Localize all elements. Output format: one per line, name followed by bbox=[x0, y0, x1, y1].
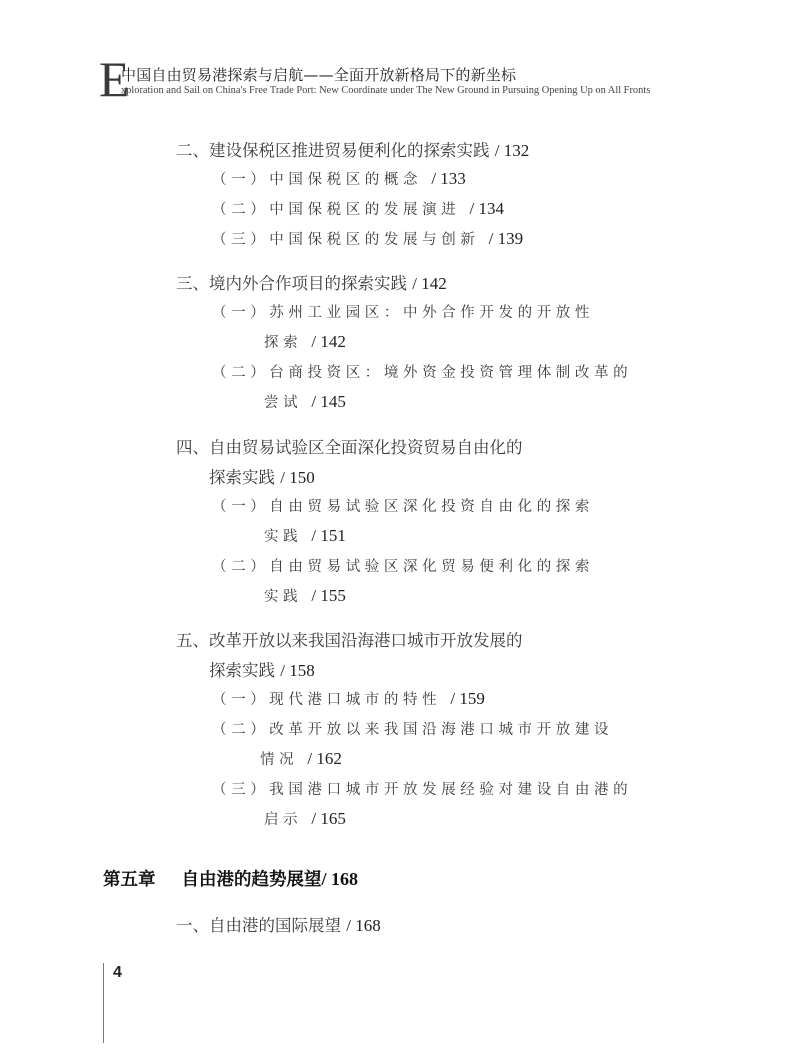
toc-entry-text: （二）改革开放以来我国沿海港口城市开放建设 bbox=[212, 722, 614, 738]
header-title-cn: 中国自由贸易港探索与启航——全面开放新格局下的新坐标 bbox=[121, 66, 517, 84]
toc-entry-text: 二、建设保税区推进贸易便利化的探索实践 bbox=[176, 141, 490, 160]
toc-entry-page: / 145 bbox=[311, 392, 346, 411]
toc-entry-page: / 162 bbox=[307, 749, 342, 768]
toc-entry-page: / 142 bbox=[412, 274, 447, 293]
toc-entry-page: / 165 bbox=[311, 809, 346, 828]
toc-subsection-4-2-cont[interactable] bbox=[264, 585, 346, 606]
running-header bbox=[99, 51, 651, 107]
toc-subsection-4-1[interactable] bbox=[212, 495, 594, 516]
toc-entry-text: （二）台商投资区：境外资金投资管理体制改革的 bbox=[212, 365, 633, 381]
toc-entry-page: / 151 bbox=[311, 526, 346, 545]
toc-entry-page: / 155 bbox=[311, 586, 346, 605]
toc-entry-page: / 158 bbox=[280, 661, 315, 680]
toc-entry-page: / 132 bbox=[494, 141, 530, 160]
toc-subsection-2-1[interactable] bbox=[212, 168, 466, 189]
toc-entry-text: 探索实践 bbox=[209, 468, 275, 487]
toc-entry-text: 探索 bbox=[264, 335, 303, 351]
toc-entry-text: （三）我国港口城市开放发展经验对建设自由港的 bbox=[212, 782, 633, 798]
toc-entry-text: （一）苏州工业园区：中外合作开发的开放性 bbox=[212, 305, 594, 321]
toc-chapter-5-section-1[interactable] bbox=[176, 912, 381, 936]
toc-entry-text: （三）中国保税区的发展与创新 bbox=[212, 232, 480, 248]
page-number: 4 bbox=[113, 964, 122, 981]
toc-entry-page: / 142 bbox=[311, 332, 346, 351]
toc-chapter-5[interactable] bbox=[103, 866, 358, 891]
toc-subsection-4-1-cont[interactable] bbox=[264, 525, 346, 546]
toc-entry-text: （二）自由贸易试验区深化贸易便利化的探索 bbox=[212, 559, 594, 575]
toc-entry-page: / 150 bbox=[280, 468, 315, 487]
toc-section-3[interactable] bbox=[176, 270, 447, 294]
toc-entry-page: / 134 bbox=[469, 199, 505, 218]
toc-subsection-5-2[interactable] bbox=[212, 718, 613, 739]
toc-entry-page: / 139 bbox=[488, 229, 524, 248]
toc-subsection-3-1[interactable] bbox=[212, 301, 594, 322]
toc-section-5-cont[interactable] bbox=[209, 657, 315, 681]
toc-entry-text: 探索实践 bbox=[209, 661, 275, 680]
toc-entry-text: 实践 bbox=[264, 589, 303, 605]
toc-entry-text: 实践 bbox=[264, 529, 303, 545]
header-initial-letter: E bbox=[99, 51, 130, 107]
toc-subsection-2-3[interactable] bbox=[212, 228, 523, 249]
toc-entry-text: （二）中国保税区的发展演进 bbox=[212, 202, 461, 218]
toc-entry-text: （一）自由贸易试验区深化投资自由化的探索 bbox=[212, 499, 594, 515]
toc-subsection-2-2[interactable] bbox=[212, 198, 504, 219]
toc-entry-text: 三、境内外合作项目的探索实践 bbox=[176, 274, 407, 293]
toc-entry-text: （一）中国保税区的概念 bbox=[212, 172, 423, 188]
toc-subsection-5-3[interactable] bbox=[212, 778, 632, 799]
toc-subsection-5-3-cont[interactable] bbox=[264, 808, 346, 829]
toc-entry-text: 四、自由贸易试验区全面深化投资贸易自由化的 bbox=[176, 438, 523, 457]
chapter-label: 第五章 bbox=[103, 870, 156, 890]
toc-entry-text: 情况 bbox=[260, 752, 299, 768]
toc-entry-text: 五、改革开放以来我国沿海港口城市开放发展的 bbox=[176, 631, 523, 650]
toc-entry-page: / 168 bbox=[321, 869, 359, 889]
toc-entry-page: / 159 bbox=[450, 689, 485, 708]
toc-section-4-cont[interactable] bbox=[209, 464, 315, 488]
toc-section-2[interactable] bbox=[176, 137, 529, 161]
toc-section-5[interactable] bbox=[176, 627, 523, 651]
toc-subsection-3-2-cont[interactable] bbox=[264, 391, 346, 412]
toc-subsection-5-1[interactable] bbox=[212, 688, 485, 709]
header-title-en: xploration and Sail on China's Free Trade Port: New Coordinate under The New Ground in Pursuing Opening Up on All Fronts bbox=[121, 85, 651, 96]
toc-subsection-5-2-cont[interactable] bbox=[260, 748, 342, 769]
chapter-title: 自由港的趋势展望 bbox=[181, 870, 322, 890]
toc-entry-text: （一）现代港口城市的特性 bbox=[212, 692, 442, 708]
toc-entry-text: 启示 bbox=[264, 812, 303, 828]
footer-vertical-rule bbox=[103, 963, 104, 1043]
toc-entry-text: 尝试 bbox=[264, 395, 303, 411]
toc-entry-page: / 168 bbox=[346, 916, 381, 935]
toc-subsection-3-2[interactable] bbox=[212, 361, 632, 382]
toc-entry-page: / 133 bbox=[431, 169, 466, 188]
toc-subsection-3-1-cont[interactable] bbox=[264, 331, 346, 352]
toc-entry-text: 一、自由港的国际展望 bbox=[176, 916, 341, 935]
toc-subsection-4-2[interactable] bbox=[212, 555, 594, 576]
toc-section-4[interactable] bbox=[176, 434, 523, 458]
